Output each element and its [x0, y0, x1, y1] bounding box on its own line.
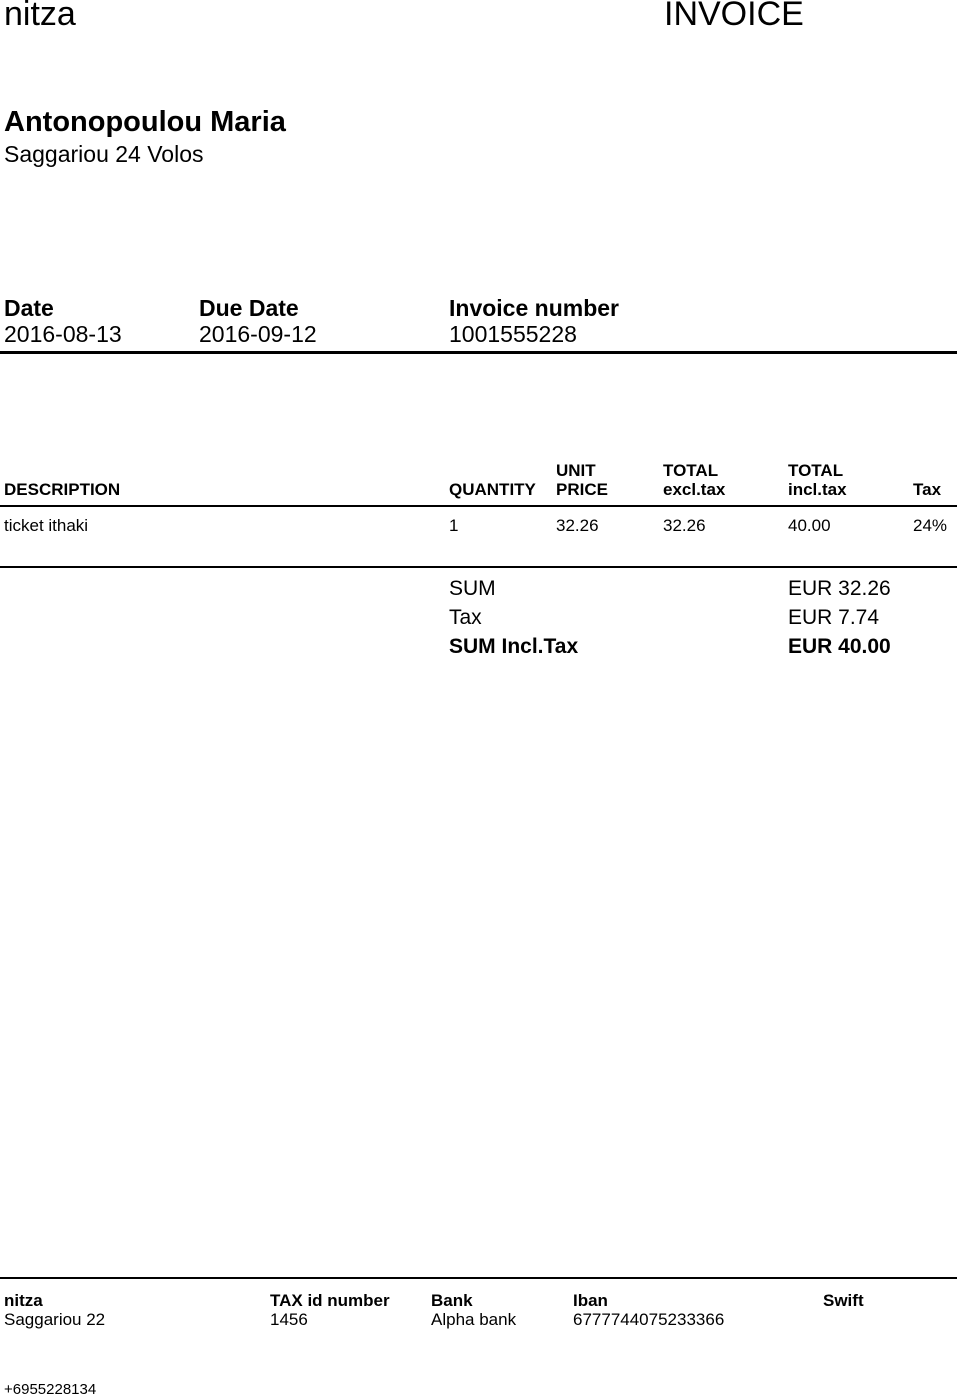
footer-swift-label: Swift [823, 1291, 864, 1310]
footer-company-label: nitza [4, 1291, 43, 1310]
footer-bank-label: Bank [431, 1291, 473, 1310]
column-header-unit-price-line1: UNIT [556, 461, 596, 480]
invoice-number-value: 1001555228 [449, 321, 577, 347]
meta-divider [0, 351, 957, 354]
footer-company-address: Saggariou 22 [4, 1310, 106, 1329]
company-name: nitza [4, 0, 76, 33]
footer-bank-value: Alpha bank [431, 1310, 517, 1329]
client-name: Antonopoulou Maria [4, 106, 286, 138]
document-title: INVOICE [664, 0, 804, 33]
total-incl-tax-value: EUR 40.00 [788, 635, 891, 658]
sum-value: EUR 32.26 [788, 577, 891, 600]
footer-phone: +6955228134 [4, 1381, 97, 1398]
sum-label: SUM [449, 577, 496, 600]
row-quantity: 1 [449, 516, 459, 535]
column-header-quantity: QUANTITY [449, 480, 536, 499]
row-description: ticket ithaki [4, 516, 89, 535]
column-header-tax: Tax [913, 480, 942, 499]
due-date-value: 2016-09-12 [199, 321, 317, 347]
date-label: Date [4, 295, 54, 321]
row-tax: 24% [913, 516, 948, 535]
row-total-excl: 32.26 [663, 516, 706, 535]
footer-taxid-label: TAX id number [270, 1291, 390, 1310]
row-unit-price: 32.26 [556, 516, 599, 535]
tax-label: Tax [449, 606, 482, 629]
table-footer-divider [0, 566, 957, 568]
due-date-label: Due Date [199, 295, 299, 321]
invoice-number-label: Invoice number [449, 295, 619, 321]
footer-divider [0, 1277, 957, 1279]
table-header-divider [0, 505, 957, 507]
footer-taxid-value: 1456 [270, 1310, 308, 1329]
column-header-description: DESCRIPTION [4, 480, 121, 499]
tax-value: EUR 7.74 [788, 606, 880, 629]
column-header-total-incl-line2: incl.tax [788, 480, 847, 499]
footer-iban-label: Iban [573, 1291, 608, 1310]
row-total-incl: 40.00 [788, 516, 831, 535]
column-header-total-excl-line2: excl.tax [663, 480, 726, 499]
column-header-total-incl-line1: TOTAL [788, 461, 844, 480]
date-value: 2016-08-13 [4, 321, 122, 347]
client-address: Saggariou 24 Volos [4, 141, 204, 167]
column-header-unit-price-line2: PRICE [556, 480, 608, 499]
column-header-total-excl-line1: TOTAL [663, 461, 719, 480]
total-incl-tax-label: SUM Incl.Tax [449, 635, 579, 658]
footer-iban-value: 6777744075233366 [573, 1310, 725, 1329]
